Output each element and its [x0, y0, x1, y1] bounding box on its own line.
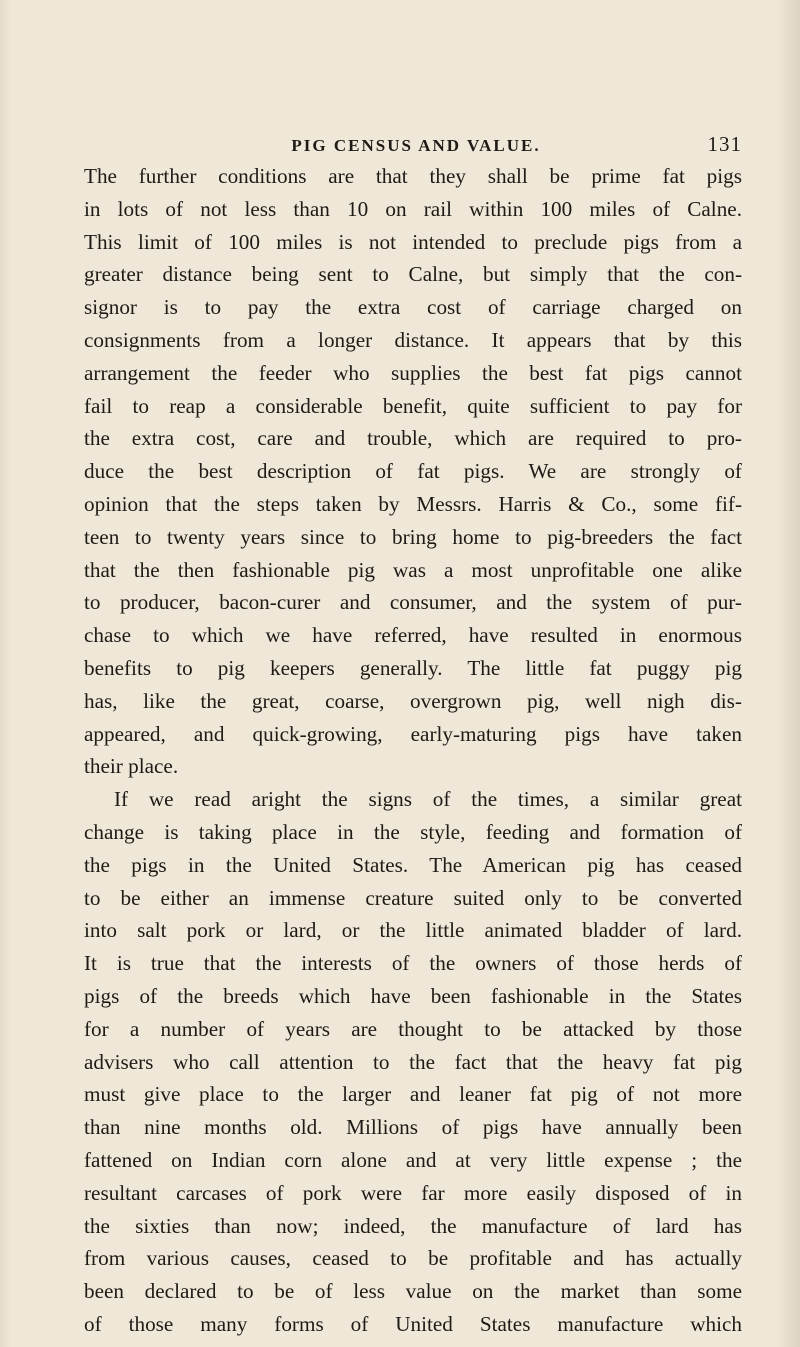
text-line: into salt pork or lard, or the little animated bladder of lard.	[84, 918, 742, 943]
text-line: must give place to the larger and leaner fat pig of not more	[84, 1082, 742, 1107]
text-line: the sixties than now; indeed, the manufacture of lard has	[84, 1213, 742, 1238]
text-line: consignments from a longer distance. It appears that by this	[84, 327, 742, 352]
text-line: greater distance being sent to Calne, but simply that the con-	[84, 262, 742, 287]
text-line: benefits to pig keepers generally. The little fat puggy pig	[84, 655, 742, 680]
page-edge-shadow-left	[0, 0, 12, 1347]
text-line: resultant carcases of pork were far more easily disposed of in	[84, 1180, 742, 1205]
paragraph-end-line: their place.	[84, 754, 179, 779]
text-line: It is true that the interests of the owners of those herds of	[84, 951, 742, 976]
text-line: the pigs in the United States. The American pig has ceased	[84, 852, 742, 877]
text-line: fail to reap a considerable benefit, quite sufficient to pay for	[84, 393, 742, 418]
text-line: chase to which we have referred, have resulted in enormous	[84, 623, 742, 648]
running-head-title: PIG CENSUS AND VALUE.	[291, 136, 541, 155]
text-line: has, like the great, coarse, overgrown pig, well nigh dis-	[84, 688, 742, 713]
page-edge-shadow-right	[776, 0, 800, 1347]
text-line: This limit of 100 miles is not intended to preclude pigs from a	[84, 229, 742, 254]
page-number: 131	[707, 132, 742, 156]
text-line: to be either an immense creature suited only to be converted	[84, 885, 742, 910]
text-line: arrangement the feeder who supplies the best fat pigs cannot	[84, 360, 742, 385]
text-line: than nine months old. Millions of pigs have annually been	[84, 1115, 742, 1140]
text-line: pigs of the breeds which have been fashionable in the States	[84, 983, 742, 1008]
text-line: teen to twenty years since to bring home to pig-breeders the fact	[84, 524, 742, 549]
paragraph-start-line: If we read aright the signs of the times, a similar great	[114, 787, 742, 812]
text-line: been declared to be of less value on the market than some	[84, 1279, 742, 1304]
text-line: to producer, bacon-curer and consumer, and the system of pur-	[84, 590, 742, 615]
text-line: change is taking place in the style, feeding and formation of	[84, 819, 742, 844]
text-line: the extra cost, care and trouble, which are required to pro-	[84, 426, 742, 451]
text-line: fattened on Indian corn alone and at very little expense ; the	[84, 1147, 742, 1172]
text-line: appeared, and quick-growing, early-maturing pigs have taken	[84, 721, 742, 746]
text-line: signor is to pay the extra cost of carriage charged on	[84, 295, 742, 320]
running-head	[90, 128, 742, 160]
text-line: advisers who call attention to the fact that the heavy fat pig	[84, 1049, 742, 1074]
text-line: The further conditions are that they shall be prime fat pigs	[84, 164, 742, 188]
text-line: in lots of not less than 10 on rail within 100 miles of Calne.	[84, 196, 742, 221]
text-line: for a number of years are thought to be attacked by those	[84, 1016, 742, 1041]
text-line: duce the best description of fat pigs. We are strongly of	[84, 459, 742, 484]
text-line: from various causes, ceased to be profitable and has actually	[84, 1246, 742, 1271]
text-line: of those many forms of United States manufacture which	[84, 1311, 742, 1336]
text-line: opinion that the steps taken by Messrs. Harris & Co., some fif-	[84, 491, 742, 516]
body-text	[84, 160, 742, 1341]
text-line: that the then fashionable pig was a most unprofitable one alike	[84, 557, 742, 582]
